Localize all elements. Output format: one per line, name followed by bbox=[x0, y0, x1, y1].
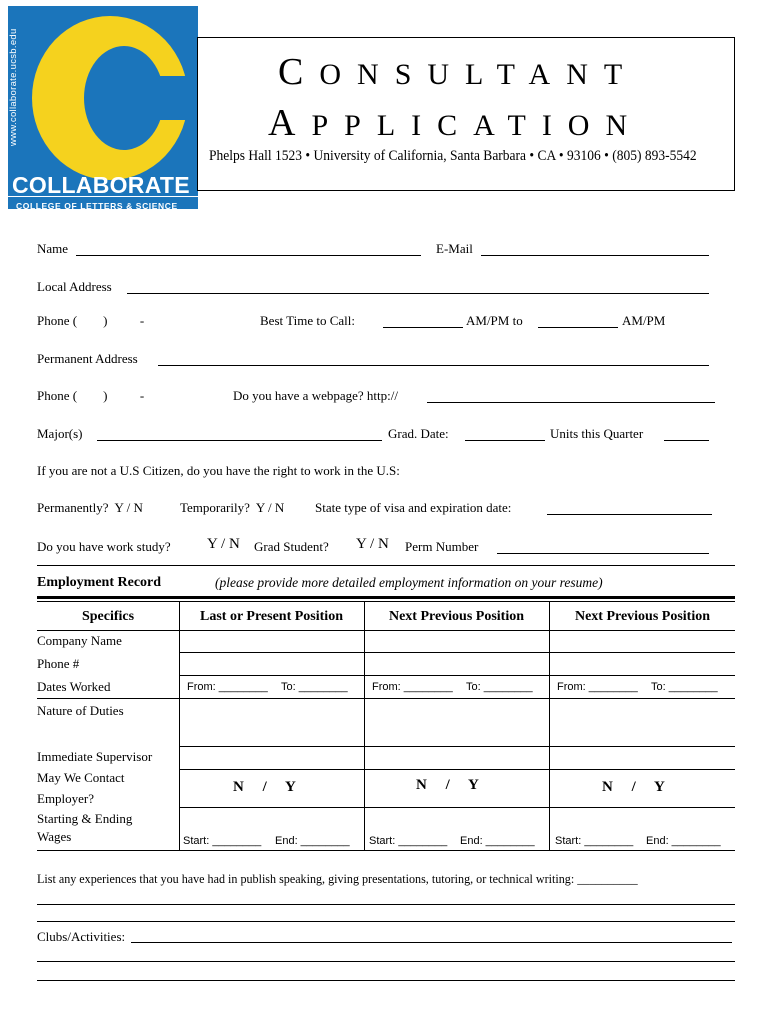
units-field[interactable] bbox=[664, 440, 709, 441]
col-next-previous-2: Next Previous Position bbox=[574, 609, 711, 624]
dates-from-1[interactable]: From: ________ bbox=[187, 681, 268, 693]
work-study-label: Do you have work study? bbox=[37, 539, 171, 554]
name-label: Name bbox=[37, 241, 69, 256]
wages-end-2[interactable]: End: ________ bbox=[460, 835, 535, 847]
wages-start-3[interactable]: Start: ________ bbox=[555, 835, 634, 847]
logo-brand: COLLABORATE bbox=[12, 172, 190, 198]
experiences-label: List any experiences that you have had in publish speaking, giving presentations, tutoring, or technical writing: __________ bbox=[37, 871, 638, 886]
wages-end-3[interactable]: End: ________ bbox=[646, 835, 721, 847]
col-specifics: Specifics bbox=[81, 609, 135, 624]
majors-field[interactable] bbox=[97, 440, 382, 441]
phone-label-1: Phone ( ) - bbox=[37, 313, 145, 328]
clubs-line-3[interactable] bbox=[37, 980, 735, 981]
webpage-label: Do you have a webpage? http:// bbox=[233, 388, 398, 403]
email-field[interactable] bbox=[481, 255, 709, 256]
local-address-label: Local Address bbox=[37, 279, 112, 294]
ampm-to-label: AM/PM to bbox=[466, 313, 523, 328]
grad-student-label: Grad Student? bbox=[254, 539, 329, 554]
name-field[interactable] bbox=[76, 255, 421, 256]
dates-to-2[interactable]: To: ________ bbox=[466, 681, 533, 693]
table-bottom-line bbox=[37, 850, 735, 851]
logo-college: COLLEGE OF LETTERS & SCIENCE bbox=[16, 201, 178, 209]
units-label: Units this Quarter bbox=[550, 426, 644, 441]
employment-thin-rule bbox=[37, 601, 735, 602]
row-phone-label: Phone # bbox=[37, 656, 80, 671]
row-company-label: Company Name bbox=[37, 633, 122, 648]
col-last-position: Last or Present Position bbox=[200, 609, 343, 624]
clubs-line-2[interactable] bbox=[37, 961, 735, 962]
employment-heading: Employment Record bbox=[37, 575, 162, 590]
phone-label-2: Phone ( ) - bbox=[37, 388, 145, 403]
table-vline-2 bbox=[364, 602, 365, 850]
office-address: Phelps Hall 1523 • University of California, Santa Barbara • CA • 93106 • (805) 893-5542 bbox=[209, 148, 697, 164]
row-wages-label-2: Wages bbox=[37, 829, 72, 844]
permanent-address-field[interactable] bbox=[158, 365, 709, 366]
wages-start-2[interactable]: Start: ________ bbox=[369, 835, 448, 847]
row-line-dates bbox=[37, 698, 735, 699]
logo-url: www.collaborate.ucsb.edu bbox=[8, 28, 19, 146]
table-vline-3 bbox=[549, 602, 550, 850]
clubs-line-1[interactable] bbox=[131, 942, 732, 943]
row-line-company bbox=[179, 652, 735, 653]
best-time-from-field[interactable] bbox=[383, 327, 463, 328]
row-duties-label: Nature of Duties bbox=[37, 703, 124, 718]
visa-label: State type of visa and expiration date: bbox=[315, 500, 512, 515]
dates-from-3[interactable]: From: ________ bbox=[557, 681, 638, 693]
row-wages-label-1: Starting & Ending bbox=[37, 811, 133, 826]
grad-student-yn[interactable]: Y / N bbox=[356, 536, 389, 552]
dates-to-1[interactable]: To: ________ bbox=[281, 681, 348, 693]
row-supervisor-label: Immediate Supervisor bbox=[37, 749, 153, 764]
best-time-to-field[interactable] bbox=[538, 327, 618, 328]
row-line-supervisor bbox=[179, 769, 735, 770]
col-next-previous-1: Next Previous Position bbox=[388, 609, 525, 624]
row-line-duties bbox=[179, 746, 735, 747]
email-label: E-Mail bbox=[436, 241, 473, 256]
best-time-label: Best Time to Call: bbox=[260, 313, 355, 328]
visa-field[interactable] bbox=[547, 514, 712, 515]
local-address-field[interactable] bbox=[127, 293, 709, 294]
dates-to-3[interactable]: To: ________ bbox=[651, 681, 718, 693]
table-vline-1 bbox=[179, 602, 180, 850]
work-study-yn[interactable]: Y / N bbox=[207, 536, 240, 552]
clubs-label: Clubs/Activities: bbox=[37, 929, 126, 944]
temporarily-label: Temporarily? Y / N bbox=[180, 500, 285, 515]
webpage-field[interactable] bbox=[427, 402, 715, 403]
row-contact-label-1: May We Contact bbox=[37, 770, 125, 785]
permanent-address-label: Permanent Address bbox=[37, 351, 138, 366]
ampm-label: AM/PM bbox=[622, 313, 666, 328]
grad-date-field[interactable] bbox=[465, 440, 545, 441]
citizen-question: If you are not a U.S Citizen, do you have the right to work in the U.S: bbox=[37, 463, 400, 478]
row-line-header bbox=[37, 630, 735, 631]
perm-number-label: Perm Number bbox=[405, 539, 479, 554]
wages-start-1[interactable]: Start: ________ bbox=[183, 835, 262, 847]
contact-ny-1[interactable]: N / Y bbox=[233, 779, 296, 795]
contact-ny-3[interactable]: N / Y bbox=[602, 779, 665, 795]
row-line-contact bbox=[179, 807, 735, 808]
permanently-label: Permanently? Y / N bbox=[37, 500, 143, 515]
majors-label: Major(s) bbox=[37, 426, 83, 441]
perm-number-field[interactable] bbox=[497, 553, 709, 554]
employment-top-rule bbox=[37, 565, 735, 566]
title-line-1: CONSULTANT bbox=[278, 51, 639, 93]
experiences-line-2[interactable] bbox=[37, 921, 735, 922]
grad-date-label: Grad. Date: bbox=[388, 426, 449, 441]
employment-note: (please provide more detailed employment information on your resume) bbox=[215, 575, 603, 590]
collaborate-logo bbox=[8, 6, 198, 209]
employment-thick-rule bbox=[37, 596, 735, 599]
row-line-phone bbox=[179, 675, 735, 676]
row-contact-label-2: Employer? bbox=[37, 791, 95, 806]
title-line-2: APPLICATION bbox=[268, 102, 644, 144]
experiences-line-1[interactable] bbox=[37, 904, 735, 905]
dates-from-2[interactable]: From: ________ bbox=[372, 681, 453, 693]
contact-ny-2[interactable]: N / Y bbox=[416, 777, 479, 793]
wages-end-1[interactable]: End: ________ bbox=[275, 835, 350, 847]
row-dates-label: Dates Worked bbox=[37, 679, 111, 694]
